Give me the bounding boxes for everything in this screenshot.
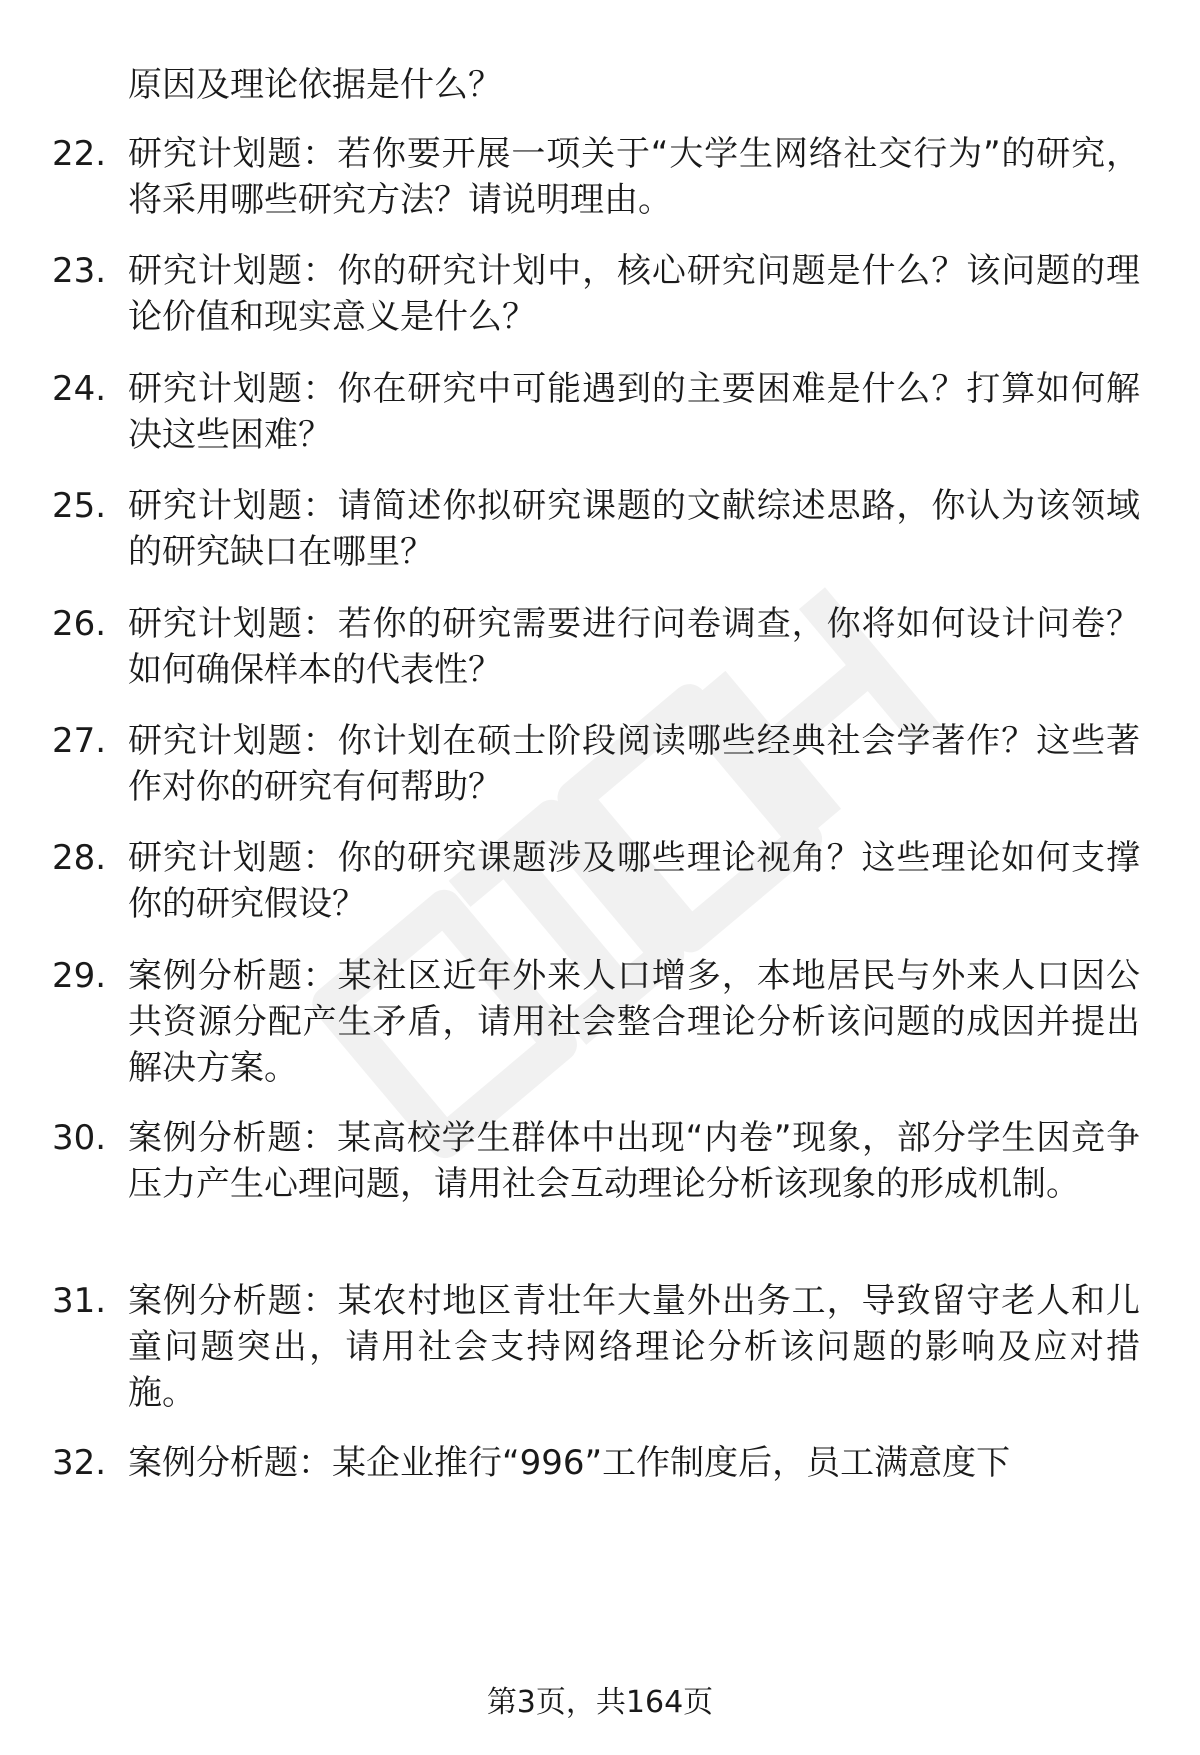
question-text: 研究计划题：你的研究课题涉及哪些理论视角？这些理论如何支撑你的研究假设？ xyxy=(128,838,1140,924)
question-number: 24. xyxy=(52,369,107,409)
question-text: 研究计划题：请简述你拟研究课题的文献综述思路，你认为该领域的研究缺口在哪里？ xyxy=(128,486,1140,572)
question-text: 研究计划题：你在研究中可能遇到的主要困难是什么？打算如何解决这些困难？ xyxy=(128,369,1140,455)
question-text: 案例分析题：某农村地区青壮年大量外出务工，导致留守老人和儿童问题突出，请用社会支持网络理论分析该问题的影响及应对措施。 xyxy=(128,1281,1140,1413)
question-number: 25. xyxy=(52,486,107,526)
question-number: 26. xyxy=(52,604,107,644)
question-number: 29. xyxy=(52,956,107,996)
question-text: 案例分析题：某高校学生群体中出现“内卷”现象，部分学生因竞争压力产生心理问题，请用社会互动理论分析该现象的形成机制。 xyxy=(128,1118,1140,1204)
question-number: 28. xyxy=(52,838,107,878)
question-text: 研究计划题：你的研究计划中，核心研究问题是什么？该问题的理论价值和现实意义是什么？ xyxy=(128,251,1140,337)
page-footer: 第3页，共164页 xyxy=(486,1685,714,1720)
question-number: 31. xyxy=(52,1281,107,1321)
question-text: 研究计划题：若你要开展一项关于“大学生网络社交行为”的研究，将采用哪些研究方法？请说明理由。 xyxy=(128,134,1140,220)
question-text: 研究计划题：若你的研究需要进行问卷调查，你将如何设计问卷？如何确保样本的代表性？ xyxy=(128,604,1140,690)
question-text: 案例分析题：某社区近年外来人口增多，本地居民与外来人口因公共资源分配产生矛盾，请用社会整合理论分析该问题的成因并提出解决方案。 xyxy=(128,956,1140,1088)
question-text: 研究计划题：你计划在硕士阶段阅读哪些经典社会学著作？这些著作对你的研究有何帮助？ xyxy=(128,721,1140,807)
continuation-line: 原因及理论依据是什么？ xyxy=(128,65,502,105)
question-number: 32. xyxy=(52,1443,107,1483)
question-number: 23. xyxy=(52,251,107,291)
question-number: 22. xyxy=(52,134,107,174)
question-number: 30. xyxy=(52,1118,107,1158)
question-number: 27. xyxy=(52,721,107,761)
question-text: 案例分析题：某企业推行“996”工作制度后，员工满意度下 xyxy=(128,1443,1011,1483)
